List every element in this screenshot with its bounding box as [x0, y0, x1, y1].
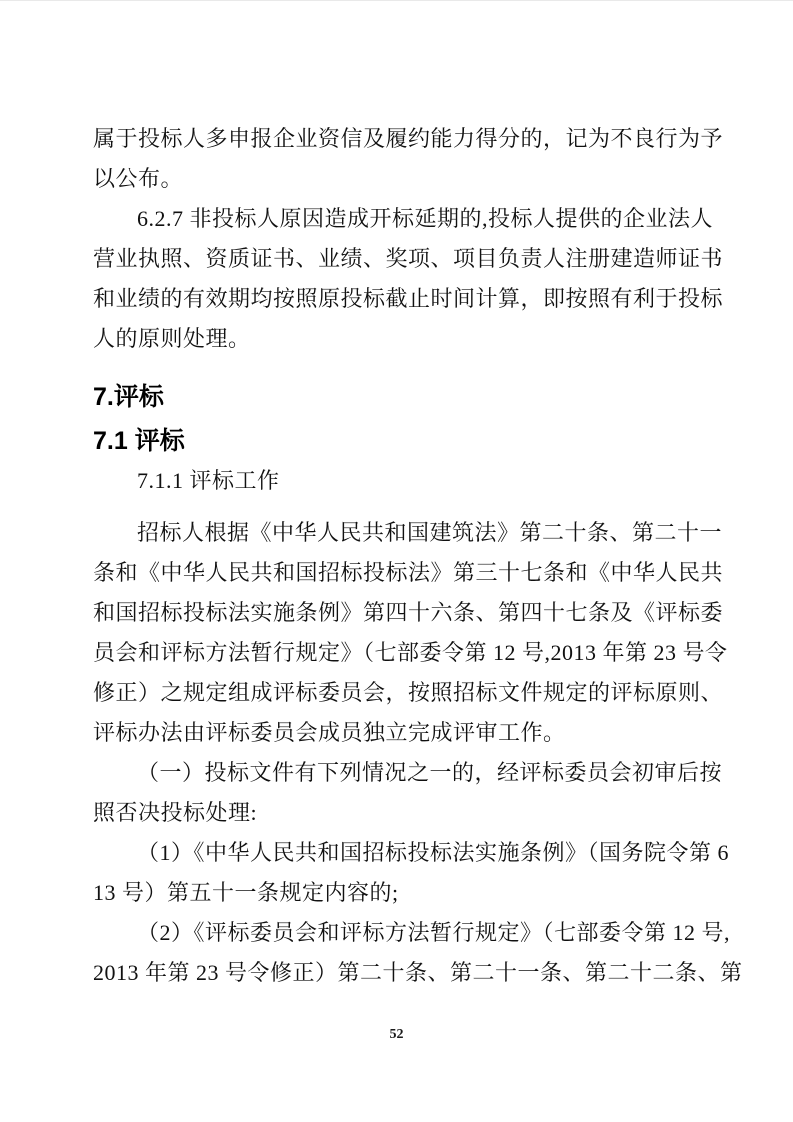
paragraph-line: 员会和评标方法暂行规定》（七部委令第 12 号,2013 年第 23 号令: [93, 640, 728, 665]
paragraph-line: （2）《评标委员会和评标方法暂行规定》（七部委令第 12 号,: [137, 920, 731, 945]
paragraph-line: 和业绩的有效期均按照原投标截止时间计算，即按照有利于投标: [93, 286, 724, 311]
section-heading-7: 7.评标: [93, 383, 164, 411]
paragraph-line: 评标办法由评标委员会成员独立完成评审工作。: [93, 720, 566, 745]
paragraph-line: （1）《中华人民共和国招标投标法实施条例》（国务院令第 6: [137, 840, 730, 865]
paragraph-line: 以公布。: [93, 166, 184, 191]
clause-heading-7-1-1: 7.1.1 评标工作: [137, 468, 280, 493]
paragraph-line: 修正）之规定组成评标委员会，按照招标文件规定的评标原则、: [93, 680, 724, 705]
body-text: [93, 119, 743, 993]
paragraph-line: 13 号）第五十一条规定内容的;: [93, 880, 399, 905]
paragraph-line: 2013 年第 23 号令修正）第二十条、第二十一条、第二十二条、第: [93, 960, 743, 985]
section-heading-7-1: 7.1 评标: [93, 427, 185, 455]
paragraph-line: 属于投标人多申报企业资信及履约能力得分的，记为不良行为予: [93, 126, 724, 151]
paragraph-line: 营业执照、资质证书、业绩、奖项、项目负责人注册建造师证书: [93, 246, 724, 271]
paragraph-line: 6.2.7 非投标人原因造成开标延期的,投标人提供的企业法人: [137, 206, 714, 231]
paragraph-line: 照否决投标处理:: [93, 800, 258, 825]
paragraph-line: （一）投标文件有下列情况之一的，经评标委员会初审后按: [137, 760, 723, 785]
paragraph-line: 人的原则处理。: [93, 326, 251, 351]
paragraph-line: 条和《中华人民共和国招标投标法》第三十七条和《中华人民共: [93, 560, 724, 585]
page-number: 52: [389, 1027, 404, 1042]
paragraph-line: 招标人根据《中华人民共和国建筑法》第二十条、第二十一: [137, 520, 723, 545]
paragraph-line: 和国招标投标法实施条例》第四十六条、第四十七条及《评标委: [93, 600, 724, 625]
